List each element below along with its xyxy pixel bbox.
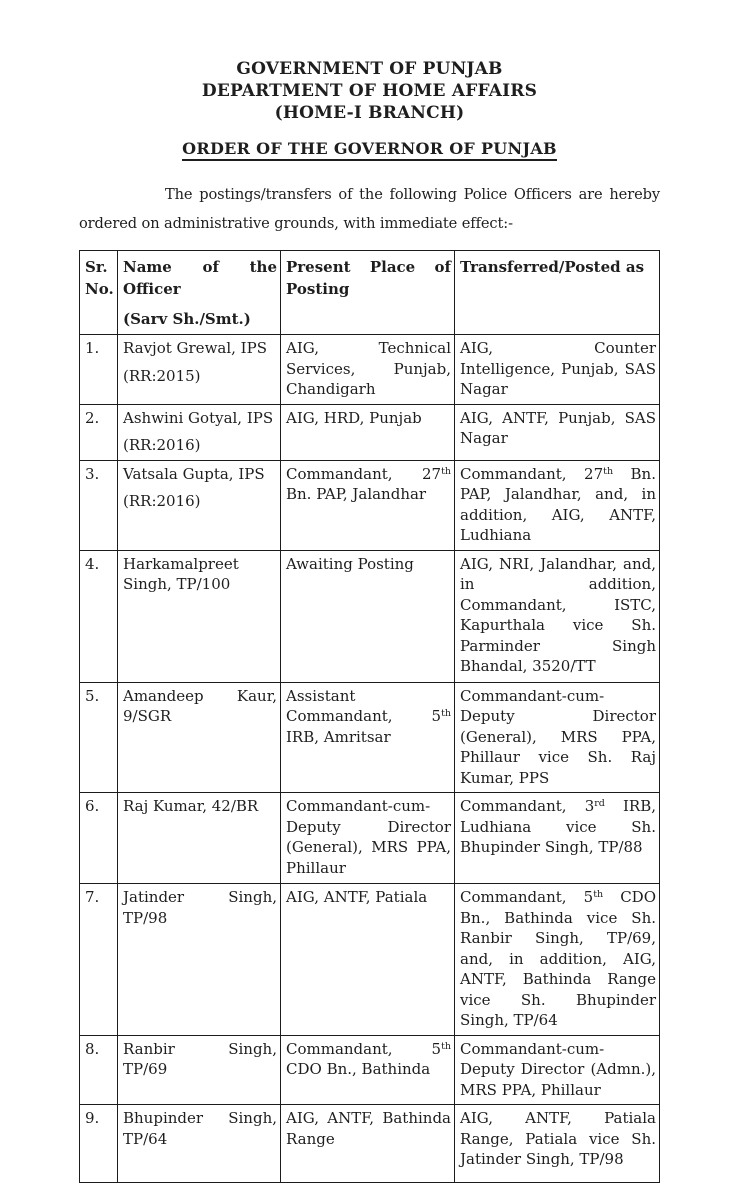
officer-name: Amandeep Kaur, 9/SGR xyxy=(123,686,277,725)
government-title: GOVERNMENT OF PUNJAB xyxy=(236,59,503,79)
cell-sr-no: 7. xyxy=(80,884,118,1036)
officer-name: Ashwini Gotyal, IPS xyxy=(123,408,274,427)
table-header-row xyxy=(80,251,660,335)
officer-name: Ranbir Singh, TP/69 xyxy=(123,1039,277,1078)
officer-batch-note: (RR:2015) xyxy=(123,366,201,385)
document-header xyxy=(79,58,660,161)
cell-officer-name xyxy=(118,404,281,460)
officer-name: Raj Kumar, 42/BR xyxy=(123,797,259,815)
cell-transferred-posting: Commandant, 27th Bn. PAP, Jalandhar, and, in addition, AIG, ANTF, Ludhiana xyxy=(455,460,660,550)
cell-present-posting: Commandant, 5th CDO Bn., Bathinda xyxy=(281,1035,455,1105)
cell-present-posting: AIG, ANTF, Bathinda Range xyxy=(281,1105,455,1183)
branch-title: (HOME-I BRANCH) xyxy=(274,103,465,123)
cell-present-posting: AIG, ANTF, Patiala xyxy=(281,884,455,1036)
column-header-officer-name xyxy=(118,251,281,335)
postings-table xyxy=(79,250,660,1183)
order-title-wrap xyxy=(79,139,660,161)
cell-officer-name xyxy=(118,550,281,682)
officer-batch-note: (RR:2016) xyxy=(123,436,201,454)
officer-name: Vatsala Gupta, IPS xyxy=(123,464,265,483)
cell-transferred-posting: Commandant, 3rd IRB, Ludhiana vice Sh. Bhupinder Singh, TP/88 xyxy=(455,793,660,884)
cell-present-posting: Commandant, 27th Bn. PAP, Jalandhar xyxy=(281,460,455,550)
cell-sr-no: 5. xyxy=(80,682,118,793)
column-header-transferred: Transferred/Posted as xyxy=(455,251,660,335)
cell-officer-name xyxy=(118,793,281,884)
cell-present-posting: Awaiting Posting xyxy=(281,550,455,682)
table-row xyxy=(80,550,660,682)
column-header-sr-no: Sr. No. xyxy=(80,251,118,335)
department-title: DEPARTMENT OF HOME AFFAIRS xyxy=(201,81,538,101)
cell-transferred-posting: AIG, ANTF, Patiala Range, Patiala vice Sh. Jatinder Singh, TP/98 xyxy=(455,1105,660,1183)
table-row xyxy=(80,793,660,884)
column-header-officer-name-label: Name of the Officer xyxy=(123,258,277,298)
table-row xyxy=(80,404,660,460)
cell-officer-name xyxy=(118,1035,281,1105)
cell-sr-no: 3. xyxy=(80,460,118,550)
officer-batch-note: (RR:2016) xyxy=(123,492,201,510)
cell-transferred-posting: Commandant-cum-Deputy Director (Admn.), MRS PPA, Phillaur xyxy=(455,1035,660,1105)
cell-officer-name xyxy=(118,682,281,793)
cell-present-posting: Commandant-cum-Deputy Director (General), MRS PPA, Phillaur xyxy=(281,793,455,884)
cell-present-posting: AIG, Technical Services, Punjab, Chandigarh xyxy=(281,335,455,405)
column-header-officer-name-note: (Sarv Sh./Smt.) xyxy=(123,310,251,328)
intro-paragraph: The postings/transfers of the following Police Officers are hereby ordered on administrative grounds, with immediate effect:- xyxy=(79,186,660,232)
table-row xyxy=(80,682,660,793)
table-row xyxy=(80,335,660,405)
cell-officer-name xyxy=(118,335,281,405)
table-body xyxy=(80,335,660,1183)
cell-sr-no: 8. xyxy=(80,1035,118,1105)
cell-officer-name xyxy=(118,460,281,550)
cell-officer-name xyxy=(118,1105,281,1183)
table-header xyxy=(80,251,660,335)
table-row xyxy=(80,1105,660,1183)
cell-sr-no: 6. xyxy=(80,793,118,884)
cell-sr-no: 2. xyxy=(80,404,118,460)
cell-sr-no: 9. xyxy=(80,1105,118,1183)
cell-transferred-posting: Commandant-cum-Deputy Director (General), MRS PPA, Phillaur vice Sh. Raj Kumar, PPS xyxy=(455,682,660,793)
order-title: ORDER OF THE GOVERNOR OF PUNJAB xyxy=(182,139,557,161)
table-row xyxy=(80,1035,660,1105)
table-row xyxy=(80,884,660,1036)
officer-name: Bhupinder Singh, TP/64 xyxy=(123,1109,277,1148)
officer-name: Ravjot Grewal, IPS xyxy=(123,339,267,357)
cell-sr-no: 4. xyxy=(80,550,118,682)
officer-name: Harkamalpreet Singh, TP/100 xyxy=(123,554,239,593)
table-row xyxy=(80,460,660,550)
cell-transferred-posting: AIG, ANTF, Punjab, SAS Nagar xyxy=(455,404,660,460)
cell-present-posting: Assistant Commandant, 5th IRB, Amritsar xyxy=(281,682,455,793)
cell-officer-name xyxy=(118,884,281,1036)
column-header-present-posting: Present Place of Posting xyxy=(281,251,455,335)
cell-transferred-posting: AIG, Counter Intelligence, Punjab, SAS Nagar xyxy=(455,335,660,405)
cell-transferred-posting: AIG, NRI, Jalandhar, and, in addition, Commandant, ISTC, Kapurthala vice Sh. Parminder Singh Bhandal, 3520/TT xyxy=(455,550,660,682)
cell-transferred-posting: Commandant, 5th CDO Bn., Bathinda vice Sh. Ranbir Singh, TP/69, and, in addition, AIG, ANTF, Bathinda Range vice Sh. Bhupinder Singh, TP/64 xyxy=(455,884,660,1036)
cell-present-posting: AIG, HRD, Punjab xyxy=(281,404,455,460)
officer-name: Jatinder Singh, TP/98 xyxy=(123,888,277,927)
cell-sr-no: 1. xyxy=(80,335,118,405)
